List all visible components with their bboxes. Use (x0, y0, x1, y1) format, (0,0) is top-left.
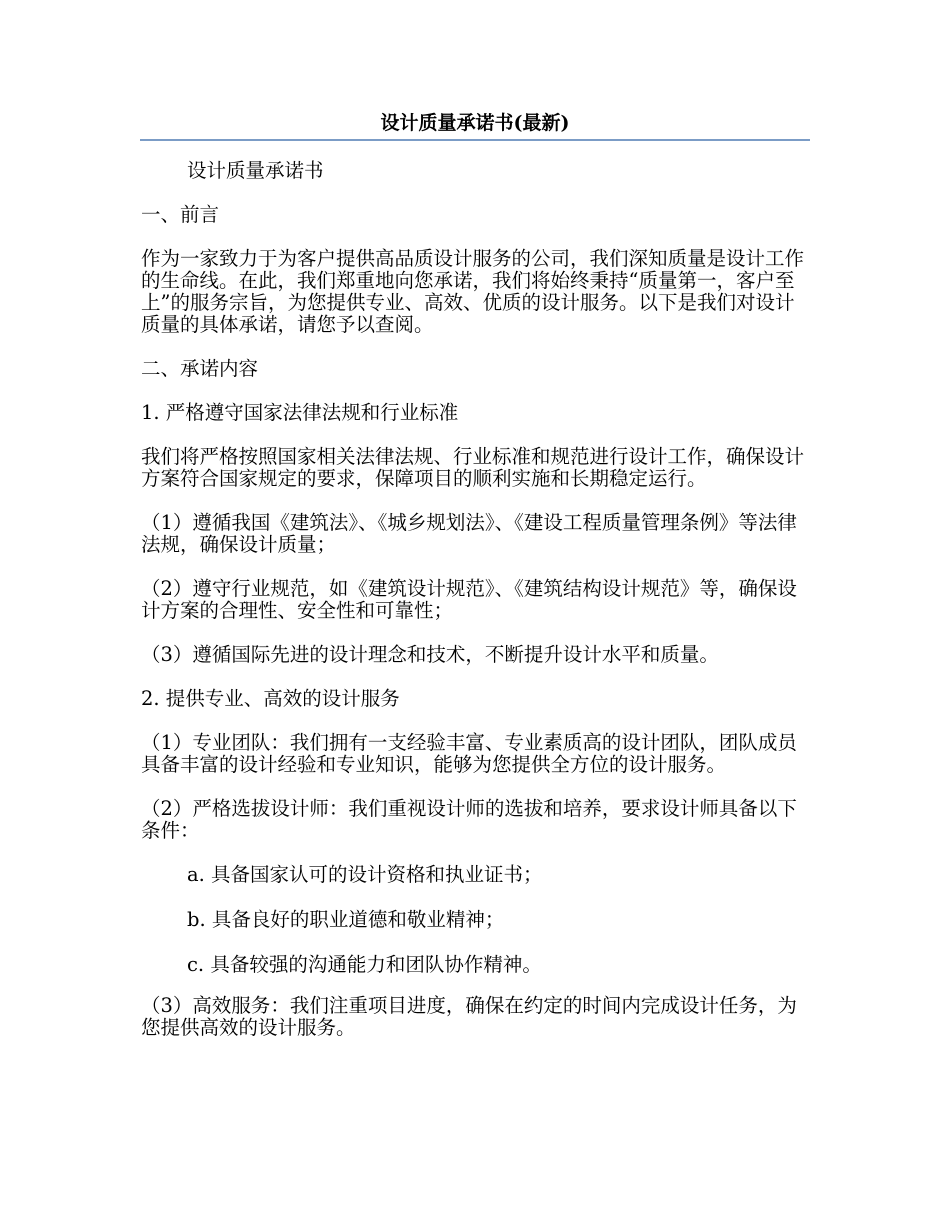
document-body (141, 160, 809, 1061)
section-heading-commitments: 二、承诺内容 (141, 357, 259, 380)
designer-requirement: c. 具备较强的沟通能力和团队协作精神。 (187, 953, 542, 976)
preface-paragraph: 作为一家致力于为客户提供高品质设计服务的公司，我们深知质量是设计工作的生命线。在此，我们郑重地向您承诺，我们将始终秉持“质量第一，客户至上”的服务宗旨，为您提供专业、高效、优质的设计服务。以下是我们对设计质量的具体承诺，请您予以查阅。 (141, 247, 805, 336)
designer-requirement: b. 具备良好的职业道德和敬业精神； (187, 908, 505, 931)
section-heading-preface: 一、前言 (141, 203, 220, 226)
service-point: （2）严格选拔设计师：我们重视设计师的选拔和培养，要求设计师具备以下条件： (141, 797, 797, 842)
title-underline (140, 139, 810, 141)
laws-point: （1）遵循我国《建筑法》、《城乡规划法》、《建设工程质量管理条例》等法律法规，确保设计质量； (141, 511, 797, 556)
item-heading-laws: 1. 严格遵守国家法律法规和行业标准 (141, 401, 459, 424)
service-point: （1）专业团队：我们拥有一支经验丰富、专业素质高的设计团队，团队成员具备丰富的设计经验和专业知识，能够为您提供全方位的设计服务。 (141, 731, 797, 776)
laws-point: （2）遵守行业规范，如《建筑设计规范》、《建筑结构设计规范》等，确保设计方案的合理性、安全性和可靠性； (141, 577, 797, 622)
laws-paragraph: 我们将严格按照国家相关法律法规、行业标准和规范进行设计工作，确保设计方案符合国家规定的要求，保障项目的顺利实施和长期稳定运行。 (141, 445, 805, 490)
designer-requirement: a. 具备国家认可的设计资格和执业证书； (187, 863, 543, 886)
laws-point: （3）遵循国际先进的设计理念和技术，不断提升设计水平和质量。 (141, 643, 719, 666)
document-title: 设计质量承诺书(最新) (380, 112, 570, 134)
document-subtitle: 设计质量承诺书 (187, 159, 324, 182)
item-heading-service: 2. 提供专业、高效的设计服务 (141, 687, 400, 710)
service-point: （3）高效服务：我们注重项目进度，确保在约定的时间内完成设计任务，为您提供高效的设计服务。 (141, 994, 797, 1039)
